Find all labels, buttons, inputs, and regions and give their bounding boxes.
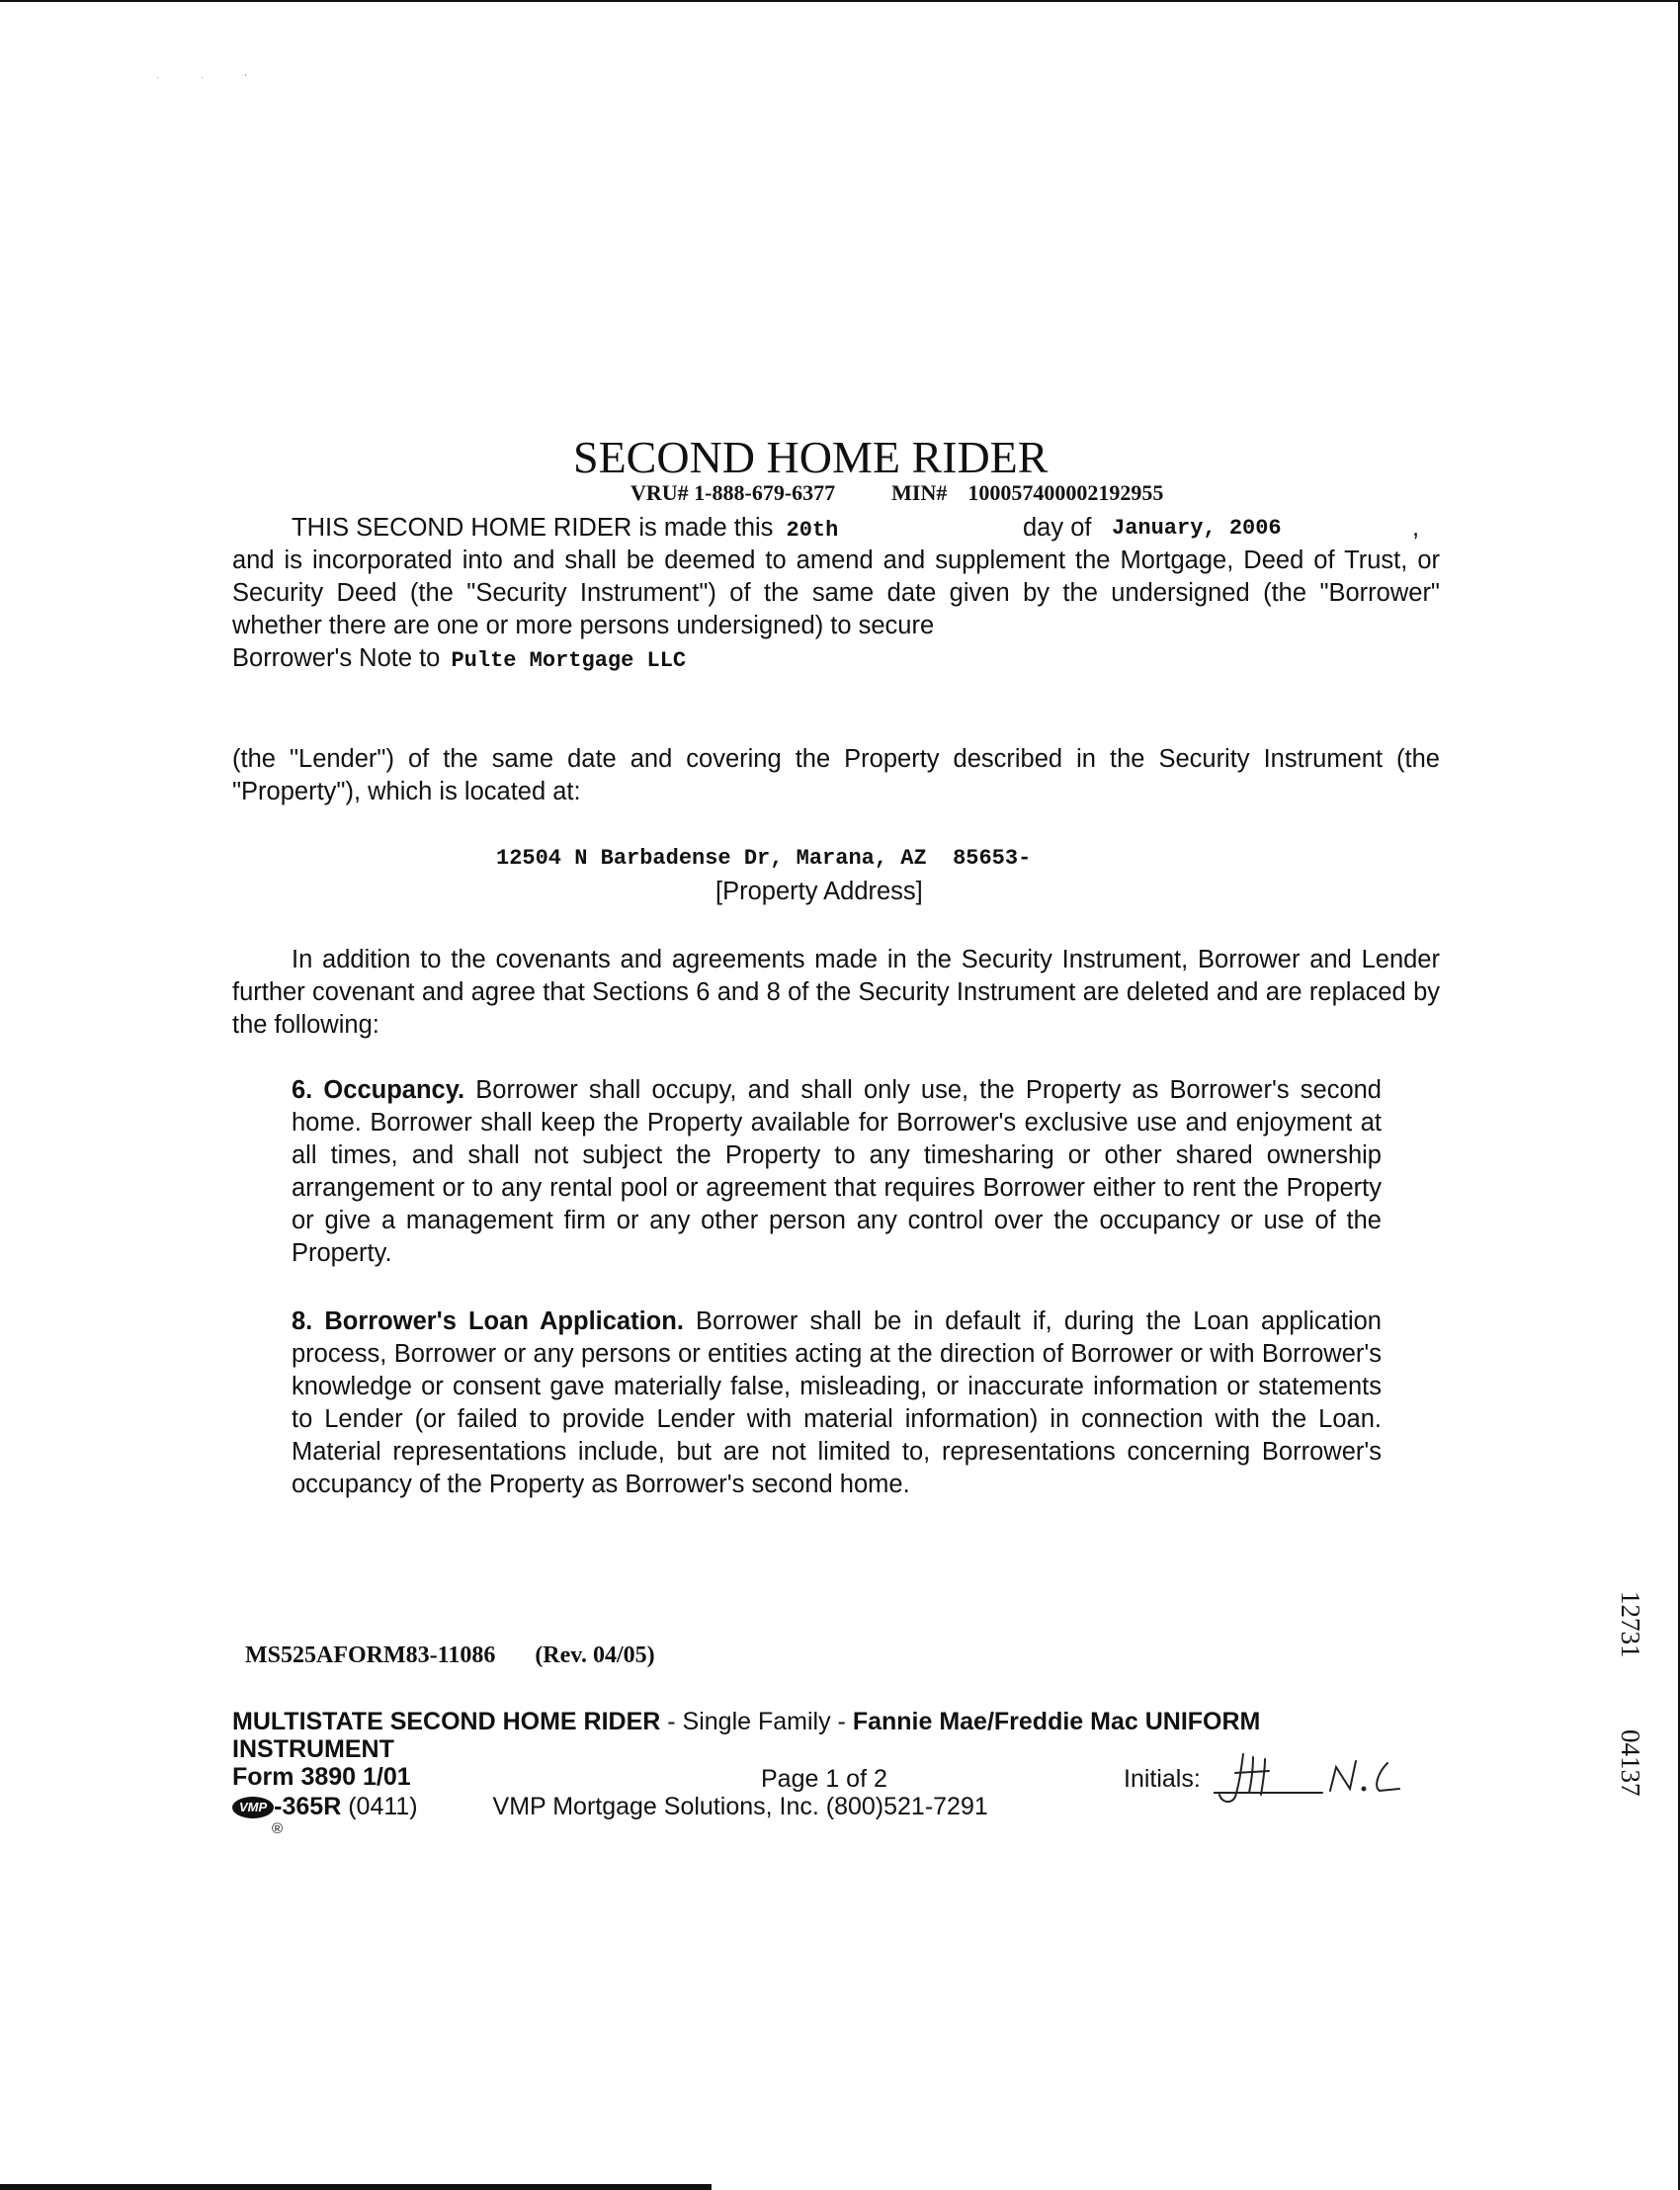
rider-title: MULTISTATE SECOND HOME RIDER [232,1708,661,1735]
instrument-label: INSTRUMENT [232,1735,394,1763]
vmp-logo: VMP [232,1797,274,1818]
lender-paragraph: (the "Lender") of the same date and covering the Property described in the Security Instrument (the "Property"), which is located at: [232,745,1440,805]
day-of-label: day of [1023,514,1092,542]
scan-border-top [0,0,1680,2]
margin-stamp-bottom: 04137 [1616,1729,1645,1797]
min-number: 100057400002192955 [967,480,1164,505]
section-occupancy [292,1074,1382,1270]
rider-title-agency: Fannie Mae/Freddie Mac UNIFORM [852,1708,1261,1735]
scan-specks: · · ' [156,73,267,82]
vru-number: 1-888-679-6377 [694,480,836,505]
property-address: 12504 N Barbadense Dr, Marana, AZ 85653- [496,846,1032,871]
comma: , [1412,514,1420,542]
vmp-form-code: -365R [274,1793,342,1820]
form-number: Form 3890 1/01 [232,1763,411,1791]
initials-signature [1214,1749,1411,1809]
section-occupancy-text: Borrower shall occupy, and shall only use, the Property as Borrower's second home. Borrower shall keep the Property available for Borrower's exclusive use and enjoyment at all times, and shall not subject the Property to any timesharing or other shared ownership arrangement or to any rental pool or agreement that requires Borrower either to rent the Property or give a management firm or any other person any control over the occupancy or use of the Property. [292,1076,1382,1267]
min-label: MIN# [891,480,948,505]
scan-border-bottom [0,2184,712,2190]
loan-identifiers [630,480,1163,506]
page-title: SECOND HOME RIDER [573,432,1049,482]
vmp-company: VMP Mortgage Solutions, Inc. (800)521-7291 [492,1793,988,1820]
month-year-value: January, 2006 [1112,516,1282,541]
intro-line1 [292,512,1438,547]
intro-body: and is incorporated into and shall be deemed to amend and supplement the Mortgage, Deed of Trust, or Security Deed (the "Security Instrument") of the same date given by the undersigned (the "Borrower" whether there are one or more persons undersigned) to secure [232,547,1440,639]
margin-stamp-top: 12731 [1616,1591,1645,1658]
form-code: MS525AFORM83-11086 [245,1642,496,1668]
intro-lead: THIS SECOND HOME RIDER is made this [292,514,774,542]
vru-label: VRU# [630,480,689,505]
note-to-label: Borrower's Note to [232,644,441,672]
vmp-line [232,1793,988,1820]
form-revision: (Rev. 04/05) [535,1642,655,1668]
lender-name: Pulte Mortgage LLC [451,648,687,673]
note-to-line [232,642,686,677]
section-loan-application [292,1306,1382,1501]
vmp-registered-mark: ® [272,1820,284,1837]
section-loan-application-text: Borrower shall be in default if, during the Loan application process, Borrower or any persons or entities acting at the direction of Borrower or with Borrower's knowledge or consent gave materially false, misleading, or inaccurate information or statements to Lender (or failed to provide Lender with material information) in connection with the Loan. Material representations include, but are not limited to, representations concerning Borrower's occupancy of the Property as Borrower's second home. [292,1307,1382,1498]
section-loan-application-heading: 8. Borrower's Loan Application. [292,1307,684,1335]
rider-title-mid: - Single Family - [660,1708,853,1735]
form-code-line [245,1642,655,1669]
vmp-form-code-suffix: (0411) [348,1793,418,1820]
covenant-paragraph: In addition to the covenants and agreements made in the Security Instrument, Borrower and Lender further covenant and agree that Sections 6 and 8 of the Security Instrument are deleted and are replaced by the following: [232,946,1440,1039]
initials-label: Initials: [1124,1765,1201,1793]
property-address-label: [Property Address] [715,878,923,905]
day-value: 20th [786,518,839,543]
page-number: Page 1 of 2 [761,1765,887,1793]
rider-title-line [232,1708,1440,1735]
section-occupancy-heading: 6. Occupancy. [292,1076,465,1104]
